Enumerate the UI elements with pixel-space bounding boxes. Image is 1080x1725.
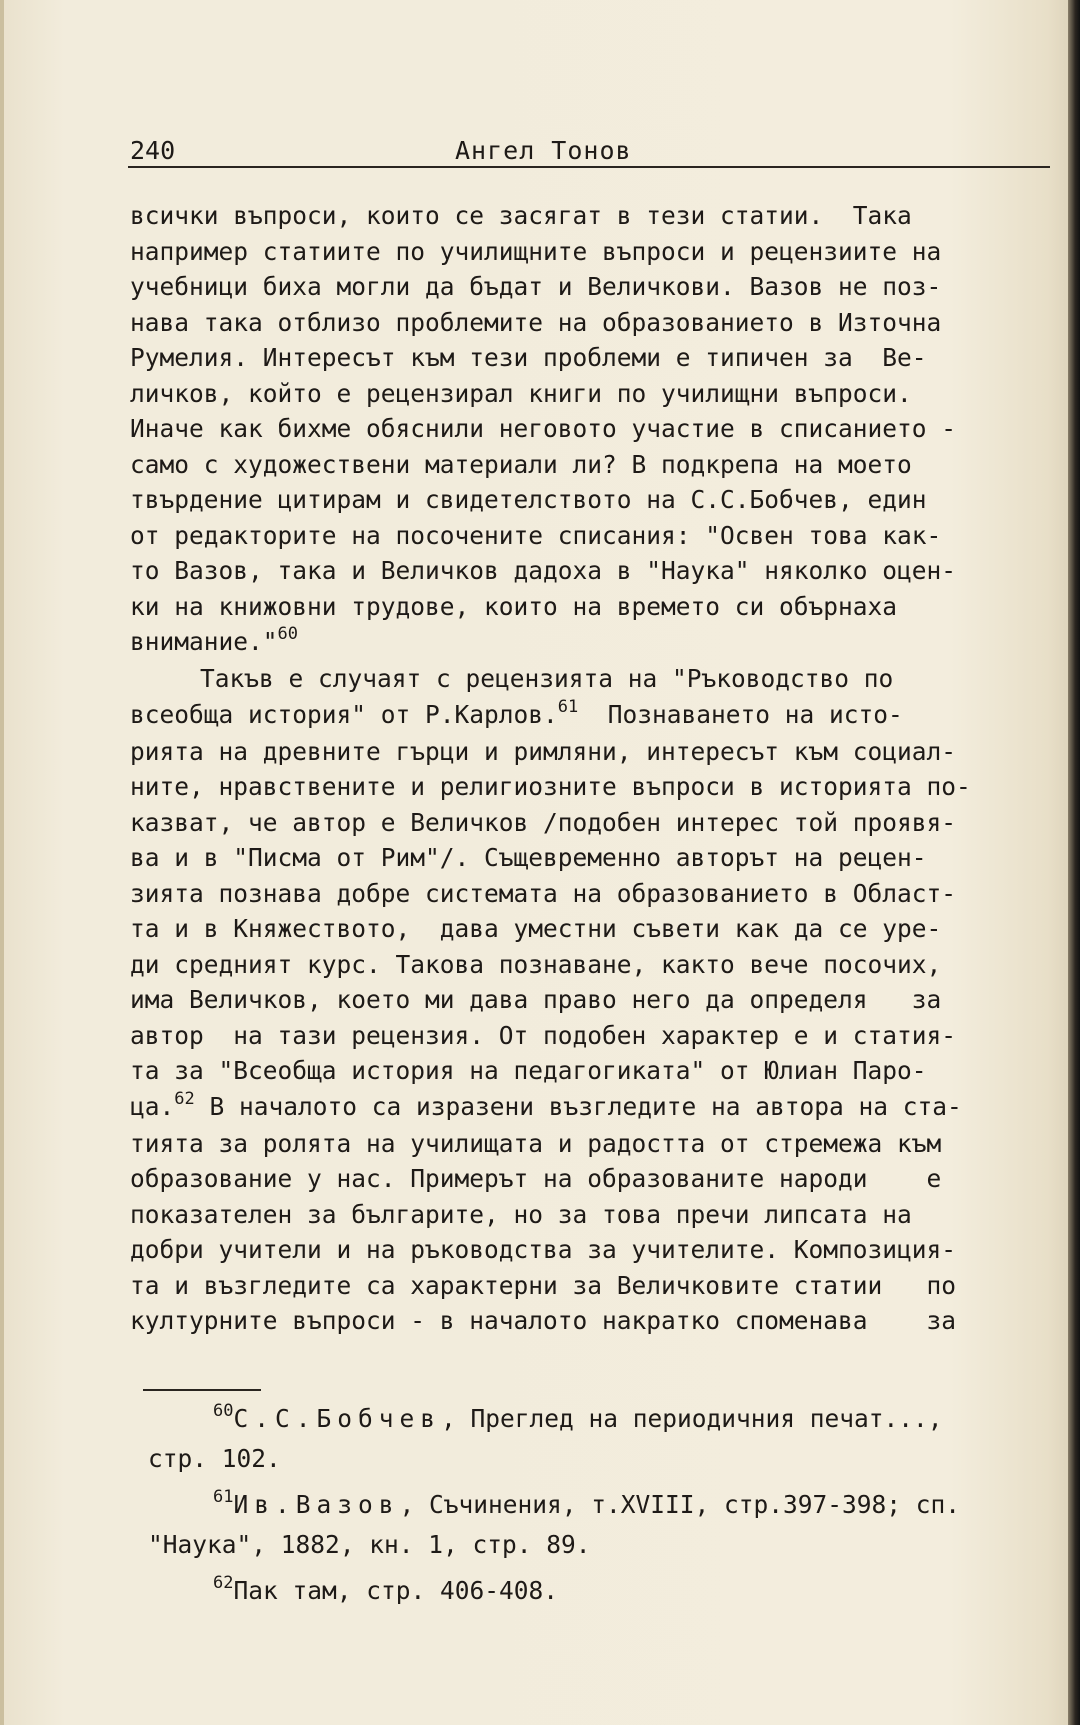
text-line: та и възгледите са характерни за Величковите статии по	[130, 1270, 957, 1300]
text-line: учебници биха могли да бъдат и Величкови. Вазов не поз-	[130, 272, 942, 301]
paragraph-1	[130, 198, 1065, 624]
body-text	[130, 198, 1065, 1339]
running-head: Ангел Тонов	[455, 136, 632, 165]
text-line: има Величков, което ми дава право него да определя за	[130, 985, 942, 1014]
footnote-author: С.С.Бобчев	[233, 1404, 441, 1433]
text-line: образование у нас. Примерът на образованите народи е	[130, 1164, 942, 1193]
text-line: личков, който е рецензирал книги по училищни въпроси.	[130, 378, 912, 408]
footnote-60	[148, 1400, 1068, 1440]
text-line: ди средният курс. Такова познаване, както вече посочих,	[130, 949, 942, 979]
footnote-text: Пак там, стр. 406-408.	[233, 1576, 558, 1605]
text-line: ните, нравствените и религиозните въпроси в историята по-	[130, 772, 971, 801]
footnote-62	[148, 1572, 1068, 1612]
footnote-author: Ив.Вазов	[233, 1490, 400, 1519]
text-line: добри учители и на ръководства за учителите. Композиция-	[130, 1235, 957, 1264]
text-line: тията за ролята на училищата и радостта от стремежа към	[130, 1128, 942, 1158]
text-line: Иначе как бихме обяснили неговото участие в списанието -	[130, 414, 957, 443]
text-line: рията на древните гърци и римляни, интересът към социал-	[130, 736, 957, 766]
text-line: та за "Всеобща история на педагогиката" от Юлиан Паро-	[130, 1056, 927, 1085]
text-line: показателен за българите, но за това пречи липсата на	[130, 1199, 912, 1229]
text-line: например статиите по училищните въпроси и рецензиите на	[130, 236, 942, 266]
footnote-ref-61: 61	[557, 696, 579, 717]
text-run: Познаването на исто-	[578, 699, 903, 729]
text-line: та и в Княжеството, дава уместни съвети как да се уре-	[130, 914, 942, 943]
footnote-rule	[143, 1389, 261, 1391]
footnote-text: , Преглед на периодичния печат...,	[441, 1404, 943, 1433]
text-line: културните въпроси - в началото накратко споменава за	[130, 1306, 957, 1335]
footnote-61	[148, 1486, 1068, 1526]
footnote-61-continuation: "Наука", 1882, кн. 1, стр. 89.	[148, 1530, 591, 1559]
paragraph-2-lines-a	[130, 734, 1065, 1089]
paragraph-2-note-line	[130, 1089, 1065, 1126]
footnote-number: 60	[213, 1401, 234, 1421]
paragraph-1-last-line	[130, 624, 1065, 661]
paragraph-2-lines-b	[130, 1126, 1065, 1339]
page-number: 240	[130, 136, 176, 165]
footnote-text: , Съчинения, т.XVIII, стр.397-398; сп.	[399, 1490, 961, 1519]
footnote-ref-62: 62	[174, 1088, 195, 1109]
text-run: ца.	[130, 1091, 175, 1121]
text-line: всички въпроси, които се засягат в тези статии. Така	[130, 201, 912, 230]
text-run: внимание."	[130, 627, 278, 656]
text-line: казват, че автор е Величков /подобен интерес той проявя-	[130, 807, 957, 837]
page-left-edge	[0, 0, 4, 1725]
footnotes	[148, 1400, 1068, 1612]
text-line: ва и в "Писма от Рим"/. Същевременно авторът на рецен-	[130, 843, 927, 872]
text-line: твърдение цитирам и свидетелството на С.С.Бобчев, един	[130, 485, 927, 514]
paragraph-2-first-line: Такъв е случаят с рецензията на "Ръководство по	[200, 664, 894, 693]
text-line: ки на книжовни трудове, които на времето си обърнаха	[130, 591, 898, 621]
footnote-60-continuation: стр. 102.	[148, 1444, 281, 1473]
paragraph-2-second-line	[130, 697, 1065, 734]
text-line: автор на тази рецензия. От подобен характер е и статия-	[130, 1020, 957, 1050]
text-line: зията познава добре системата на образованието в Област-	[130, 878, 957, 908]
footnote-number: 61	[213, 1487, 234, 1507]
text-line: нава така отблизо проблемите на образованието в Източна	[130, 307, 942, 337]
header-rule	[128, 166, 1050, 168]
footnote-ref-60: 60	[277, 624, 298, 644]
text-line: от редакторите на посочените списания: "Освен това как-	[130, 520, 942, 550]
text-run: всеобща история" от Р.Карлов.	[130, 699, 558, 729]
text-run: В началото са изразени възгледите на автора на ста-	[194, 1091, 962, 1121]
text-line: Румелия. Интересът към тези проблеми е типичен за Ве-	[130, 343, 927, 372]
footnote-number: 62	[213, 1573, 234, 1593]
text-line: само с художествени материали ли? В подкрепа на моето	[130, 449, 912, 479]
text-line: то Вазов, така и Величков дадоха в "Наука" няколко оцен-	[130, 556, 957, 585]
page-right-edge	[1068, 0, 1080, 1725]
